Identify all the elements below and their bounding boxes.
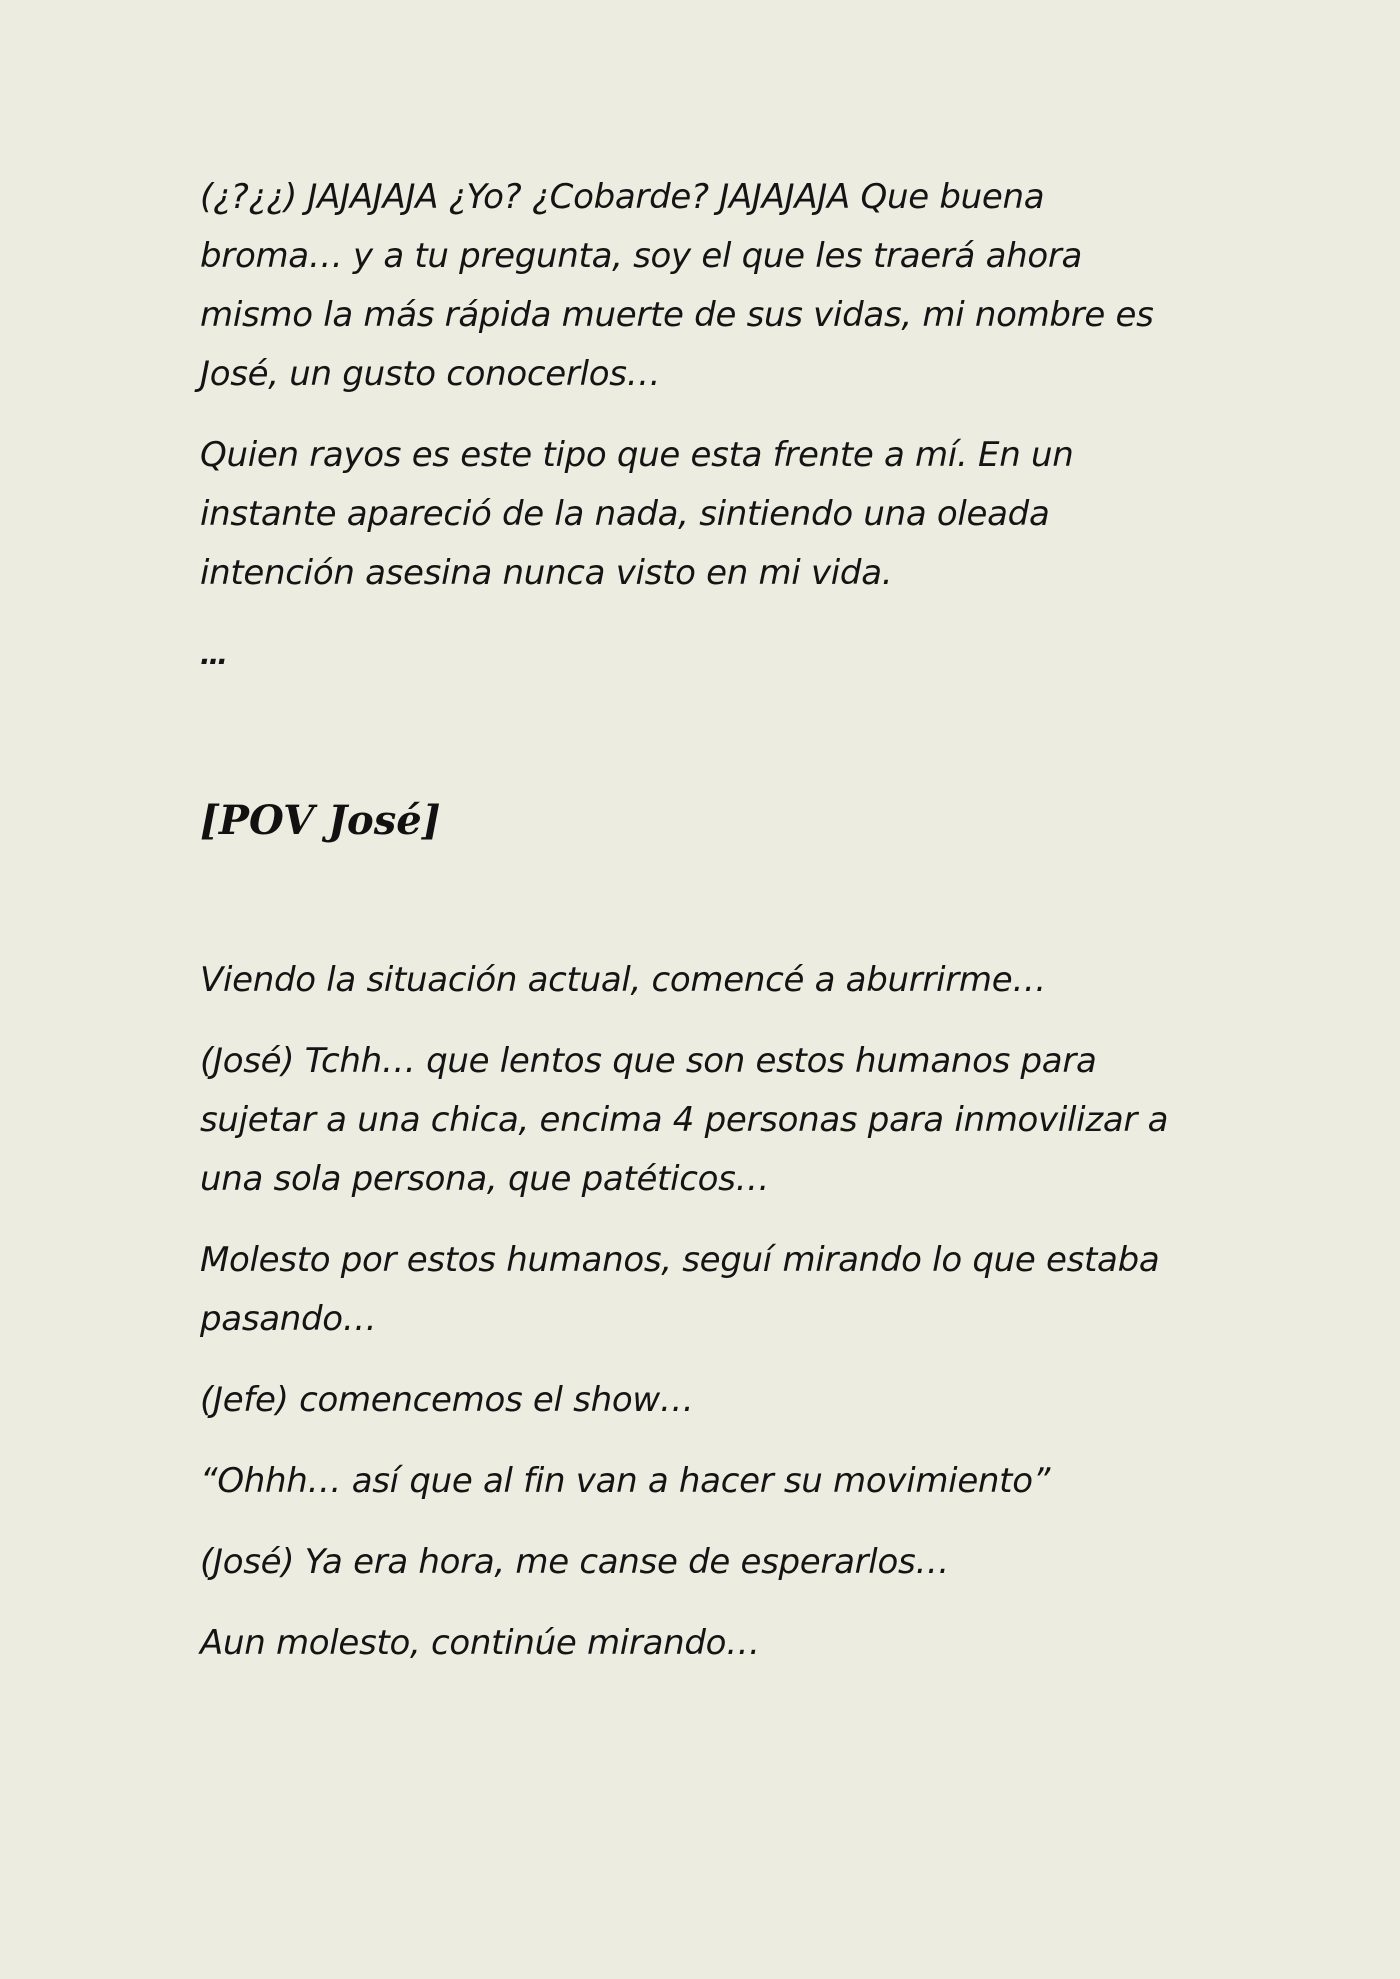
- text-line: (Jefe) comencemos el show…: [200, 1380, 694, 1420]
- paragraph: [200, 426, 1210, 603]
- text-line: sujetar a una chica, encima 4 personas para inmovilizar a: [200, 1100, 1169, 1140]
- scene-separator: …: [200, 638, 228, 671]
- paragraph: [200, 168, 1210, 404]
- paragraph: [200, 951, 1210, 1010]
- text-line: Aun molesto, continúe mirando…: [200, 1623, 760, 1663]
- text-line: broma… y a tu pregunta, soy el que les traerá ahora: [200, 236, 1083, 276]
- paragraph: [200, 1371, 1210, 1430]
- text-line: una sola persona, que patéticos…: [200, 1159, 770, 1199]
- page-content: [200, 168, 1210, 1663]
- text-line: Viendo la situación actual, comencé a aburrirme…: [200, 960, 1047, 1000]
- text-line: (José) Tchh… que lentos que son estos humanos para: [200, 1041, 1097, 1081]
- text-line: (¿?¿¿) JAJAJAJA ¿Yo? ¿Cobarde? JAJAJAJA Que buena: [200, 177, 1045, 217]
- paragraph: [200, 1533, 1210, 1592]
- text-line: pasando…: [200, 1299, 377, 1339]
- section-heading: [POV José]: [200, 797, 441, 844]
- text-line: (José) Ya era hora, me canse de esperarlos…: [200, 1542, 950, 1582]
- paragraph: [200, 1452, 1210, 1511]
- section-body: [200, 951, 1210, 1695]
- text-line: intención asesina nunca visto en mi vida.: [200, 553, 893, 593]
- text-line: “Ohhh… así que al fin van a hacer su movimiento”: [200, 1461, 1051, 1501]
- text-line: instante apareció de la nada, sintiendo una oleada: [200, 494, 1050, 534]
- text-line: José, un gusto conocerlos…: [200, 354, 661, 394]
- paragraph: [200, 1231, 1210, 1349]
- paragraph: [200, 1614, 1210, 1673]
- paragraph: [200, 1032, 1210, 1209]
- text-line: mismo la más rápida muerte de sus vidas, mi nombre es: [200, 295, 1154, 335]
- text-line: Quien rayos es este tipo que esta frente a mí. En un: [200, 435, 1074, 475]
- text-line: Molesto por estos humanos, seguí mirando lo que estaba: [200, 1240, 1160, 1280]
